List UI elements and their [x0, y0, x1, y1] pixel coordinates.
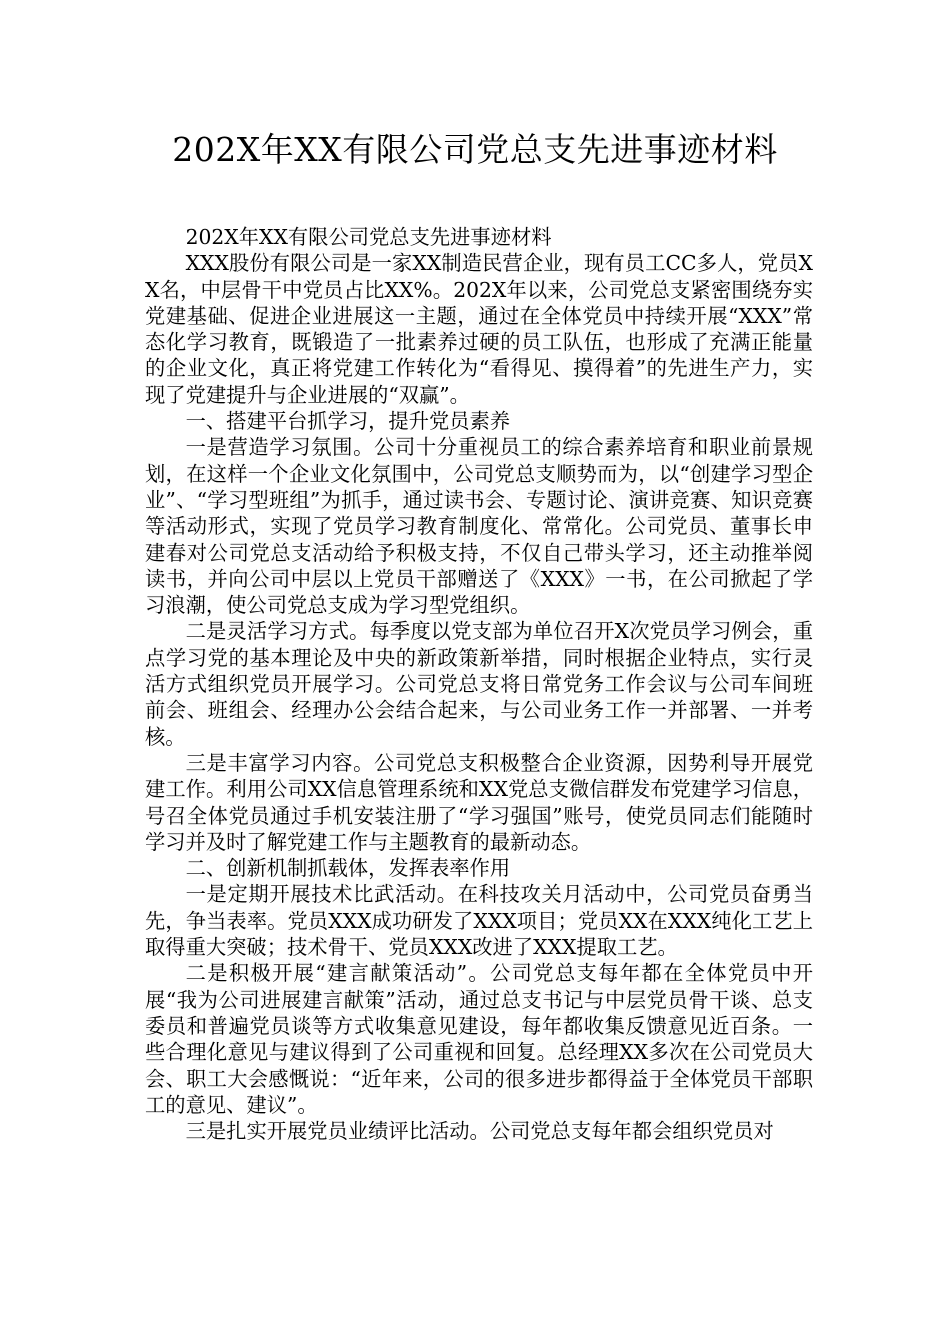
paragraph-tech-competition: 一是定期开展技术比武活动。在科技攻关月活动中，公司党员奋勇当先，争当表率。党员XXX成功研发了XXX项目；党员XX在XXX纯化工艺上取得重大突破；技术骨干、党员XXX改进了XXX提取工艺。 [145, 882, 813, 960]
document-body [145, 224, 813, 1144]
paragraph-suggestions: 二是积极开展“建言献策活动”。公司党总支每年都在全体党员中开展“我为公司进展建言献策”活动，通过总支书记与中层党员骨干谈、总支委员和普遍党员谈等方式收集意见建设，每年都收集反馈意见近百条。一些合理化意见与建议得到了公司重视和回复。总经理XX多次在公司党员大会、职工大会感慨说：“近年来，公司的很多进步都得益于全体党员干部职工的意见、建议”。 [145, 961, 813, 1117]
section-heading-2: 二、创新机制抓载体，发挥表率作用 [185, 856, 511, 881]
paragraph-learning-content: 三是丰富学习内容。公司党总支积极整合企业资源，因势利导开展党建工作。利用公司XX信息管理系统和XX党总支微信群发布党建学习信息，号召全体党员通过手机安装注册了“学习强国”账号，使党员同志们能随时学习并及时了解党建工作与主题教育的最新动态。 [145, 750, 813, 854]
paragraph-learning-methods: 二是灵活学习方式。每季度以党支部为单位召开X次党员学习例会，重点学习党的基本理论及中央的新政策新举措，同时根据企业特点，实行灵活方式组织党员开展学习。公司党总支将日常党务工作会议与公司车间班前会、班组会、经理办公会结合起来，与公司业务工作一并部署、一并考核。 [145, 619, 813, 749]
paragraph-performance-review: 三是扎实开展党员业绩评比活动。公司党总支每年都会组织党员对 [185, 1119, 774, 1144]
paragraph-subtitle: 202X年XX有限公司党总支先进事迹材料 [185, 225, 552, 249]
paragraph-intro: XXX股份有限公司是一家XX制造民营企业，现有员工CC多人，党员XX名，中层骨干中党员占比XX%。202X年以来，公司党总支紧密围绕夯实党建基础、促进企业进展这一主题，通过在全体党员中持续开展“XXX”常态化学习教育，既锻造了一批素养过硬的员工队伍，也形成了充满正能量的企业文化，真正将党建工作转化为“看得见、摸得着”的先进生产力，实现了党建提升与企业进展的“双赢”。 [145, 251, 813, 407]
paragraph-learning-atmosphere: 一是营造学习氛围。公司十分重视员工的综合素养培育和职业前景规划，在这样一个企业文化氛围中，公司党总支顺势而为，以“创建学习型企业”、“学习型班组”为抓手，通过读书会、专题讨论、演讲竞赛、知识竞赛等活动形式，实现了党员学习教育制度化、常常化。公司党员、董事长申建春对公司党总支活动给予积极支持，不仅自己带头学习，还主动推举阅读书，并向公司中层以上党员干部赠送了《XXX》一书，在公司掀起了学习浪潮，使公司党总支成为学习型党组织。 [145, 435, 813, 618]
section-heading-1: 一、搭建平台抓学习，提升党员素养 [185, 409, 511, 434]
document-title: 202X年XX有限公司党总支先进事迹材料 [172, 130, 778, 169]
